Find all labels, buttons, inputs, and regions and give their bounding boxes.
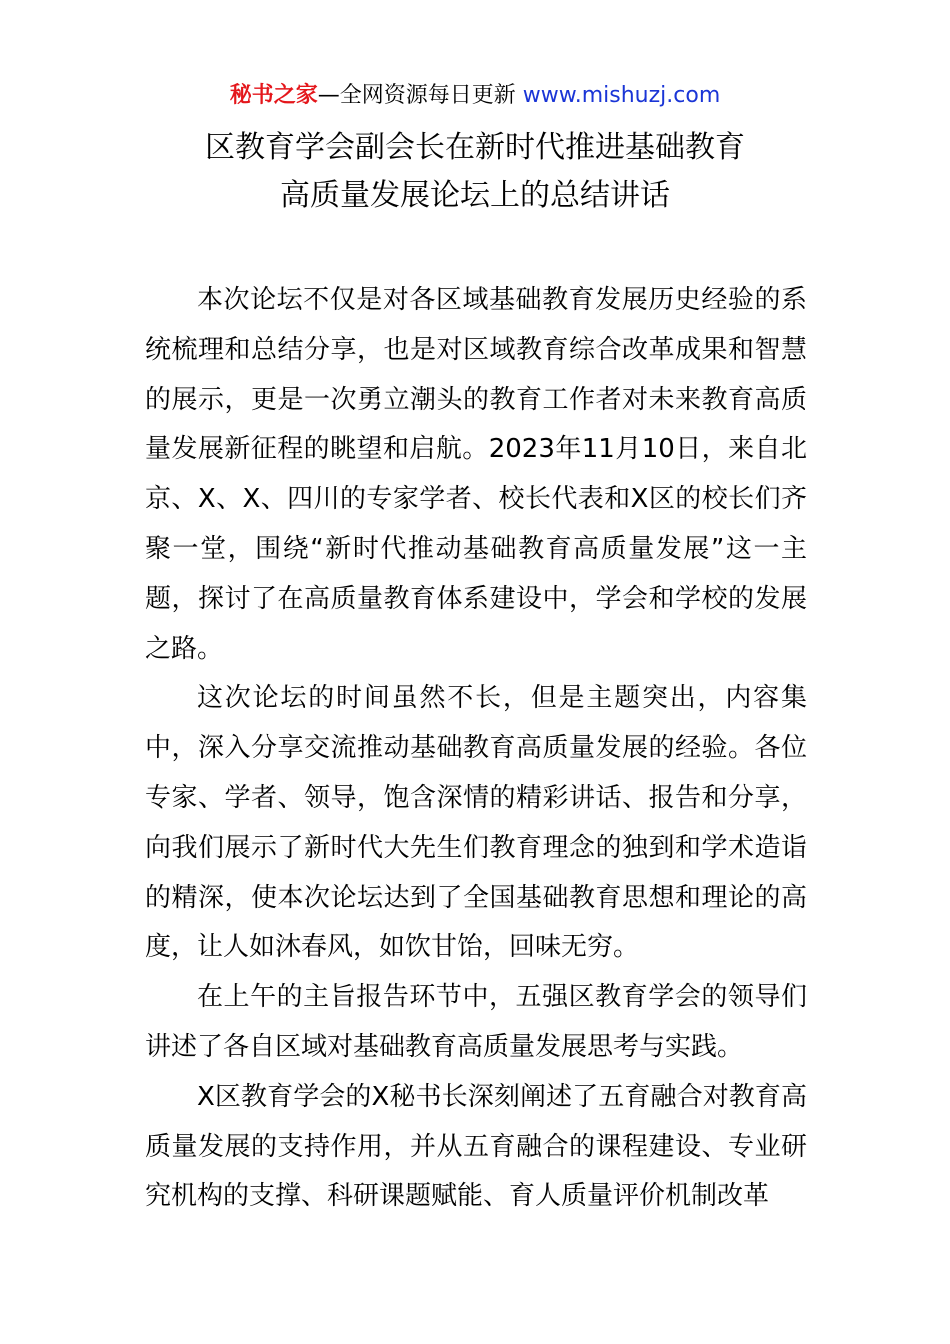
document-body <box>145 276 807 1222</box>
site-url-link[interactable]: www.mishuzj.com <box>522 83 721 108</box>
header-tagline: —全网资源每日更新 <box>317 83 523 108</box>
paragraph-4: X区教育学会的X秘书长深刻阐述了五育融合对教育高质量发展的支持作用，并从五育融合的课程建设、专业研究机构的支撑、科研课题赋能、育人质量评价机制改革 <box>145 1081 807 1212</box>
document-title-line-1: 区教育学会副会长在新时代推进基础教育 <box>205 130 745 165</box>
brand-name: 秘书之家 <box>229 83 318 108</box>
paragraph-3: 在上午的主旨报告环节中，五强区教育学会的领导们讲述了各自区域对基础教育高质量发展思考与实践。 <box>145 982 807 1062</box>
paragraph-2: 这次论坛的时间虽然不长，但是主题突出，内容集中，深入分享交流推动基础教育高质量发展的经验。各位专家、学者、领导，饱含深情的精彩讲话、报告和分享，向我们展示了新时代大先生们教育理念的独到和学术造诣的精深，使本次论坛达到了全国基础教育思想和理论的高度，让人如沐春风，如饮甘饴，回味无穷。 <box>145 683 807 963</box>
paragraph-1: 本次论坛不仅是对各区域基础教育发展历史经验的系统梳理和总结分享，也是对区域教育综合改革成果和智慧的展示，更是一次勇立潮头的教育工作者对未来教育高质量发展新征程的眺望和启航。2023年11月10日，来自北京、X、X、四川的专家学者、校长代表和X区的校长们齐聚一堂，围绕“新时代推动基础教育高质量发展”这一主题，探讨了在高质量教育体系建设中，学会和学校的发展之路。 <box>145 285 807 664</box>
site-header <box>0 80 950 112</box>
document-title-line-2: 高质量发展论坛上的总结讲话 <box>280 178 670 213</box>
